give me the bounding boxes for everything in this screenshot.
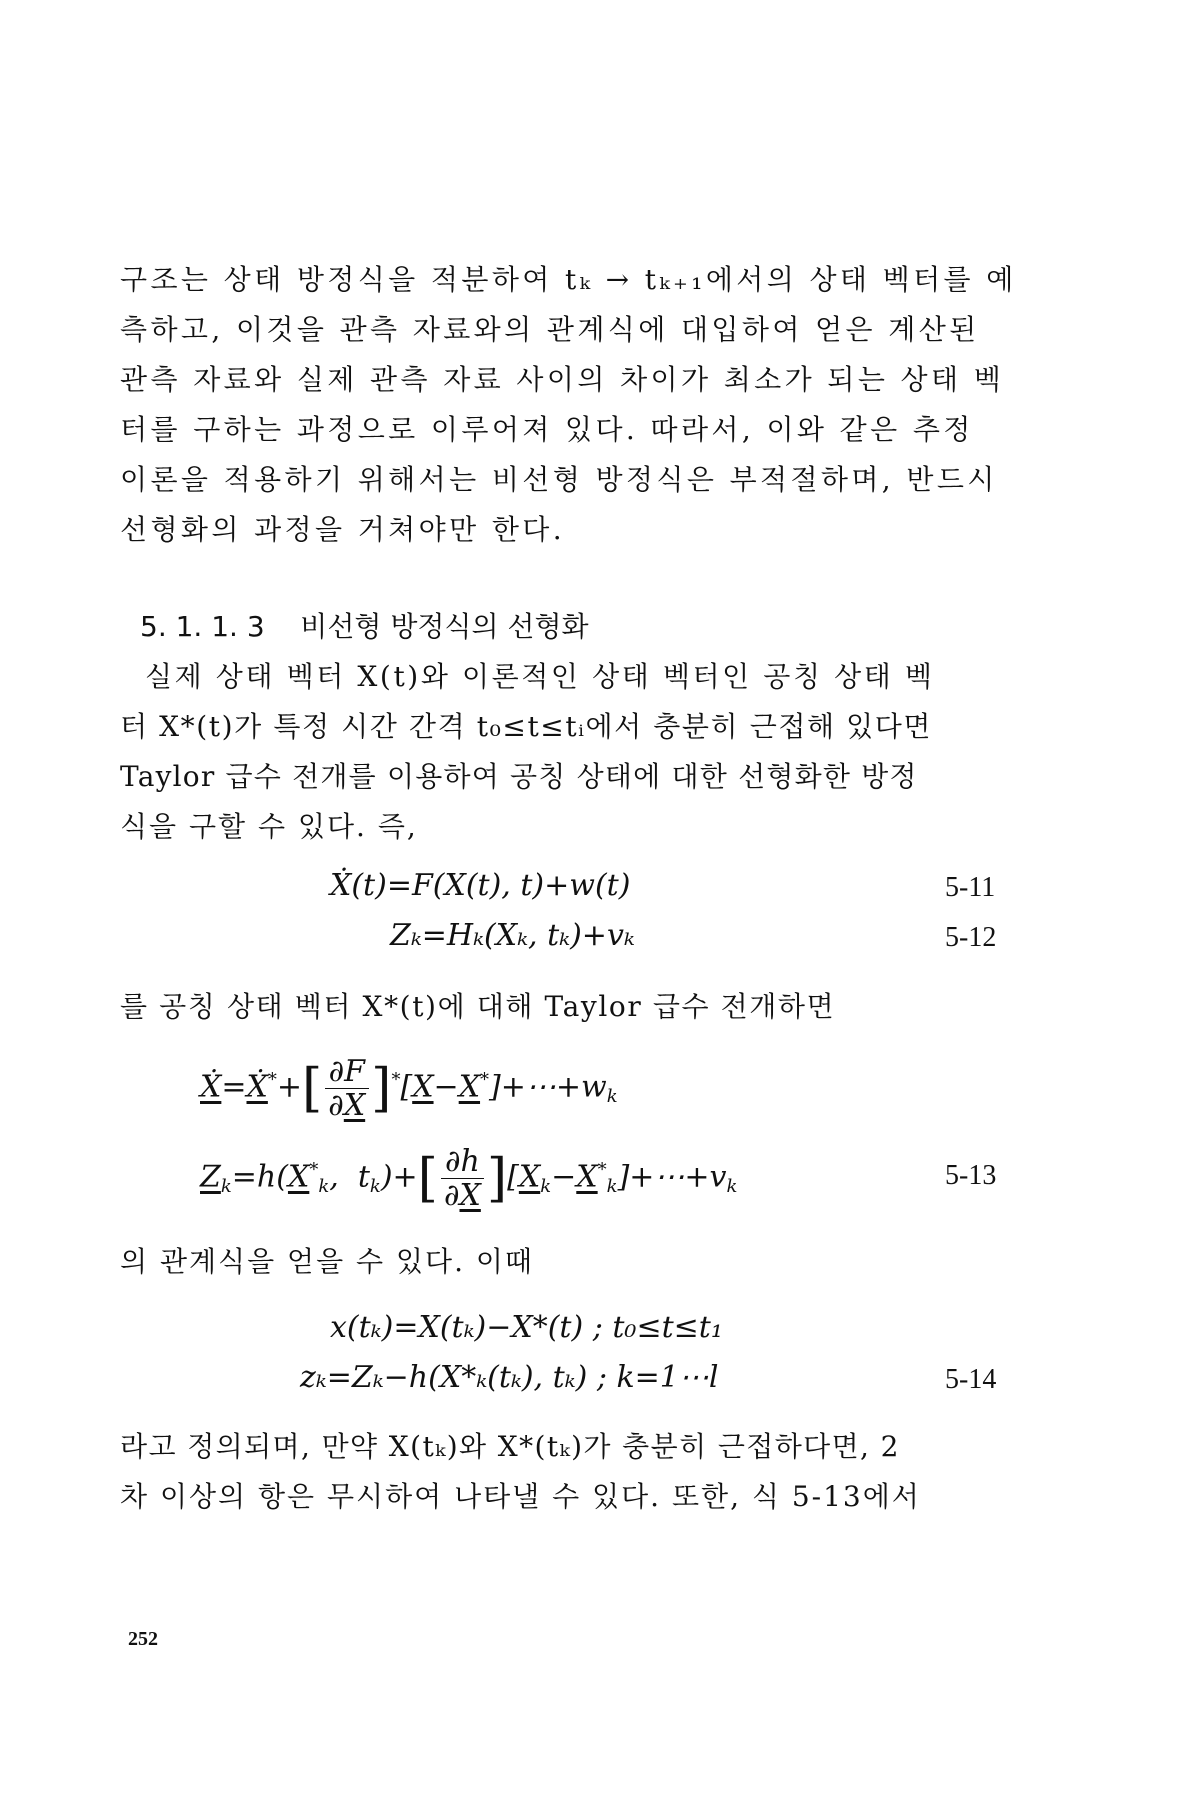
text-line: 를 공칭 상태 벡터 X*(t)에 대해 Taylor 급수 전개하면 <box>120 990 836 1023</box>
page-number: 252 <box>128 1628 158 1650</box>
section-number: 5. 1. 1. 3 <box>140 610 265 643</box>
text-line: 구조는 상태 방정식을 적분하여 tₖ → tₖ₊₁에서의 상태 벡터를 예 <box>120 263 1017 296</box>
text-line: 의 관계식을 얻을 수 있다. 이때 <box>120 1245 534 1278</box>
text-line: 차 이상의 항은 무시하여 나타낼 수 있다. 또한, 식 5-13에서 <box>120 1480 921 1513</box>
equation-number: 5-12 <box>945 922 997 953</box>
equation-number: 5-13 <box>945 1160 997 1191</box>
equation-5-13: $Z_k=h(X^*_k$, $t_k)+$[ $\frac{\partial h}{\partial X}$ ]$[X_k-X^*_k]+\cdots+v_k$ <box>200 1144 738 1213</box>
section-heading <box>140 605 589 645</box>
text-line: 라고 정의되며, 만약 X(tₖ)와 X*(tₖ)가 충분히 근접하다면, 2 <box>120 1430 900 1463</box>
equation-5-14a: x(tₖ)=X(tₖ)−X*(t) ; t₀≤t≤t₁ <box>330 1310 723 1345</box>
text-line: 실제 상태 벡터 X(t)와 이론적인 상태 벡터인 공칭 상태 벡 <box>145 660 935 693</box>
text-line: 관측 자료와 실제 관측 자료 사이의 차이가 최소가 되는 상태 벡 <box>120 363 1005 396</box>
equation-number: 5-14 <box>945 1364 997 1395</box>
text-line: 선형화의 과정을 거쳐야만 한다. <box>120 513 566 546</box>
equation-5-11: Ẋ(t)=F(X(t), t)+w(t) <box>330 868 631 903</box>
equation-number: 5-11 <box>945 872 996 903</box>
text-line: 이론을 적용하기 위해서는 비선형 방정식은 부적절하며, 반드시 <box>120 463 998 496</box>
text-line: 터를 구하는 과정으로 이루어져 있다. 따라서, 이와 같은 추정 <box>120 413 974 446</box>
text-line: 식을 구할 수 있다. 즉, <box>120 810 418 843</box>
section-title: 비선형 방정식의 선형화 <box>300 610 589 643</box>
equation-taylor-state: Ẋ=Ẋ*+[ $\frac{\partial F}{\partial X}$ ]$^*[X-X^*]+\cdots+w_k$ <box>200 1054 618 1123</box>
equation-5-12: Zₖ=Hₖ(Xₖ, tₖ)+vₖ <box>390 918 635 953</box>
text-line: Taylor 급수 전개를 이용하여 공칭 상태에 대한 선형화한 방정 <box>120 760 918 793</box>
equation-5-14b: zₖ=Zₖ−h(X*ₖ(tₖ), tₖ) ; k=1⋯l <box>300 1360 719 1395</box>
text-line: 터 X*(t)가 특정 시간 간격 t₀≤t≤tᵢ에서 충분히 근접해 있다면 <box>120 710 933 743</box>
text-line: 측하고, 이것을 관측 자료와의 관계식에 대입하여 얻은 계산된 <box>120 313 980 346</box>
